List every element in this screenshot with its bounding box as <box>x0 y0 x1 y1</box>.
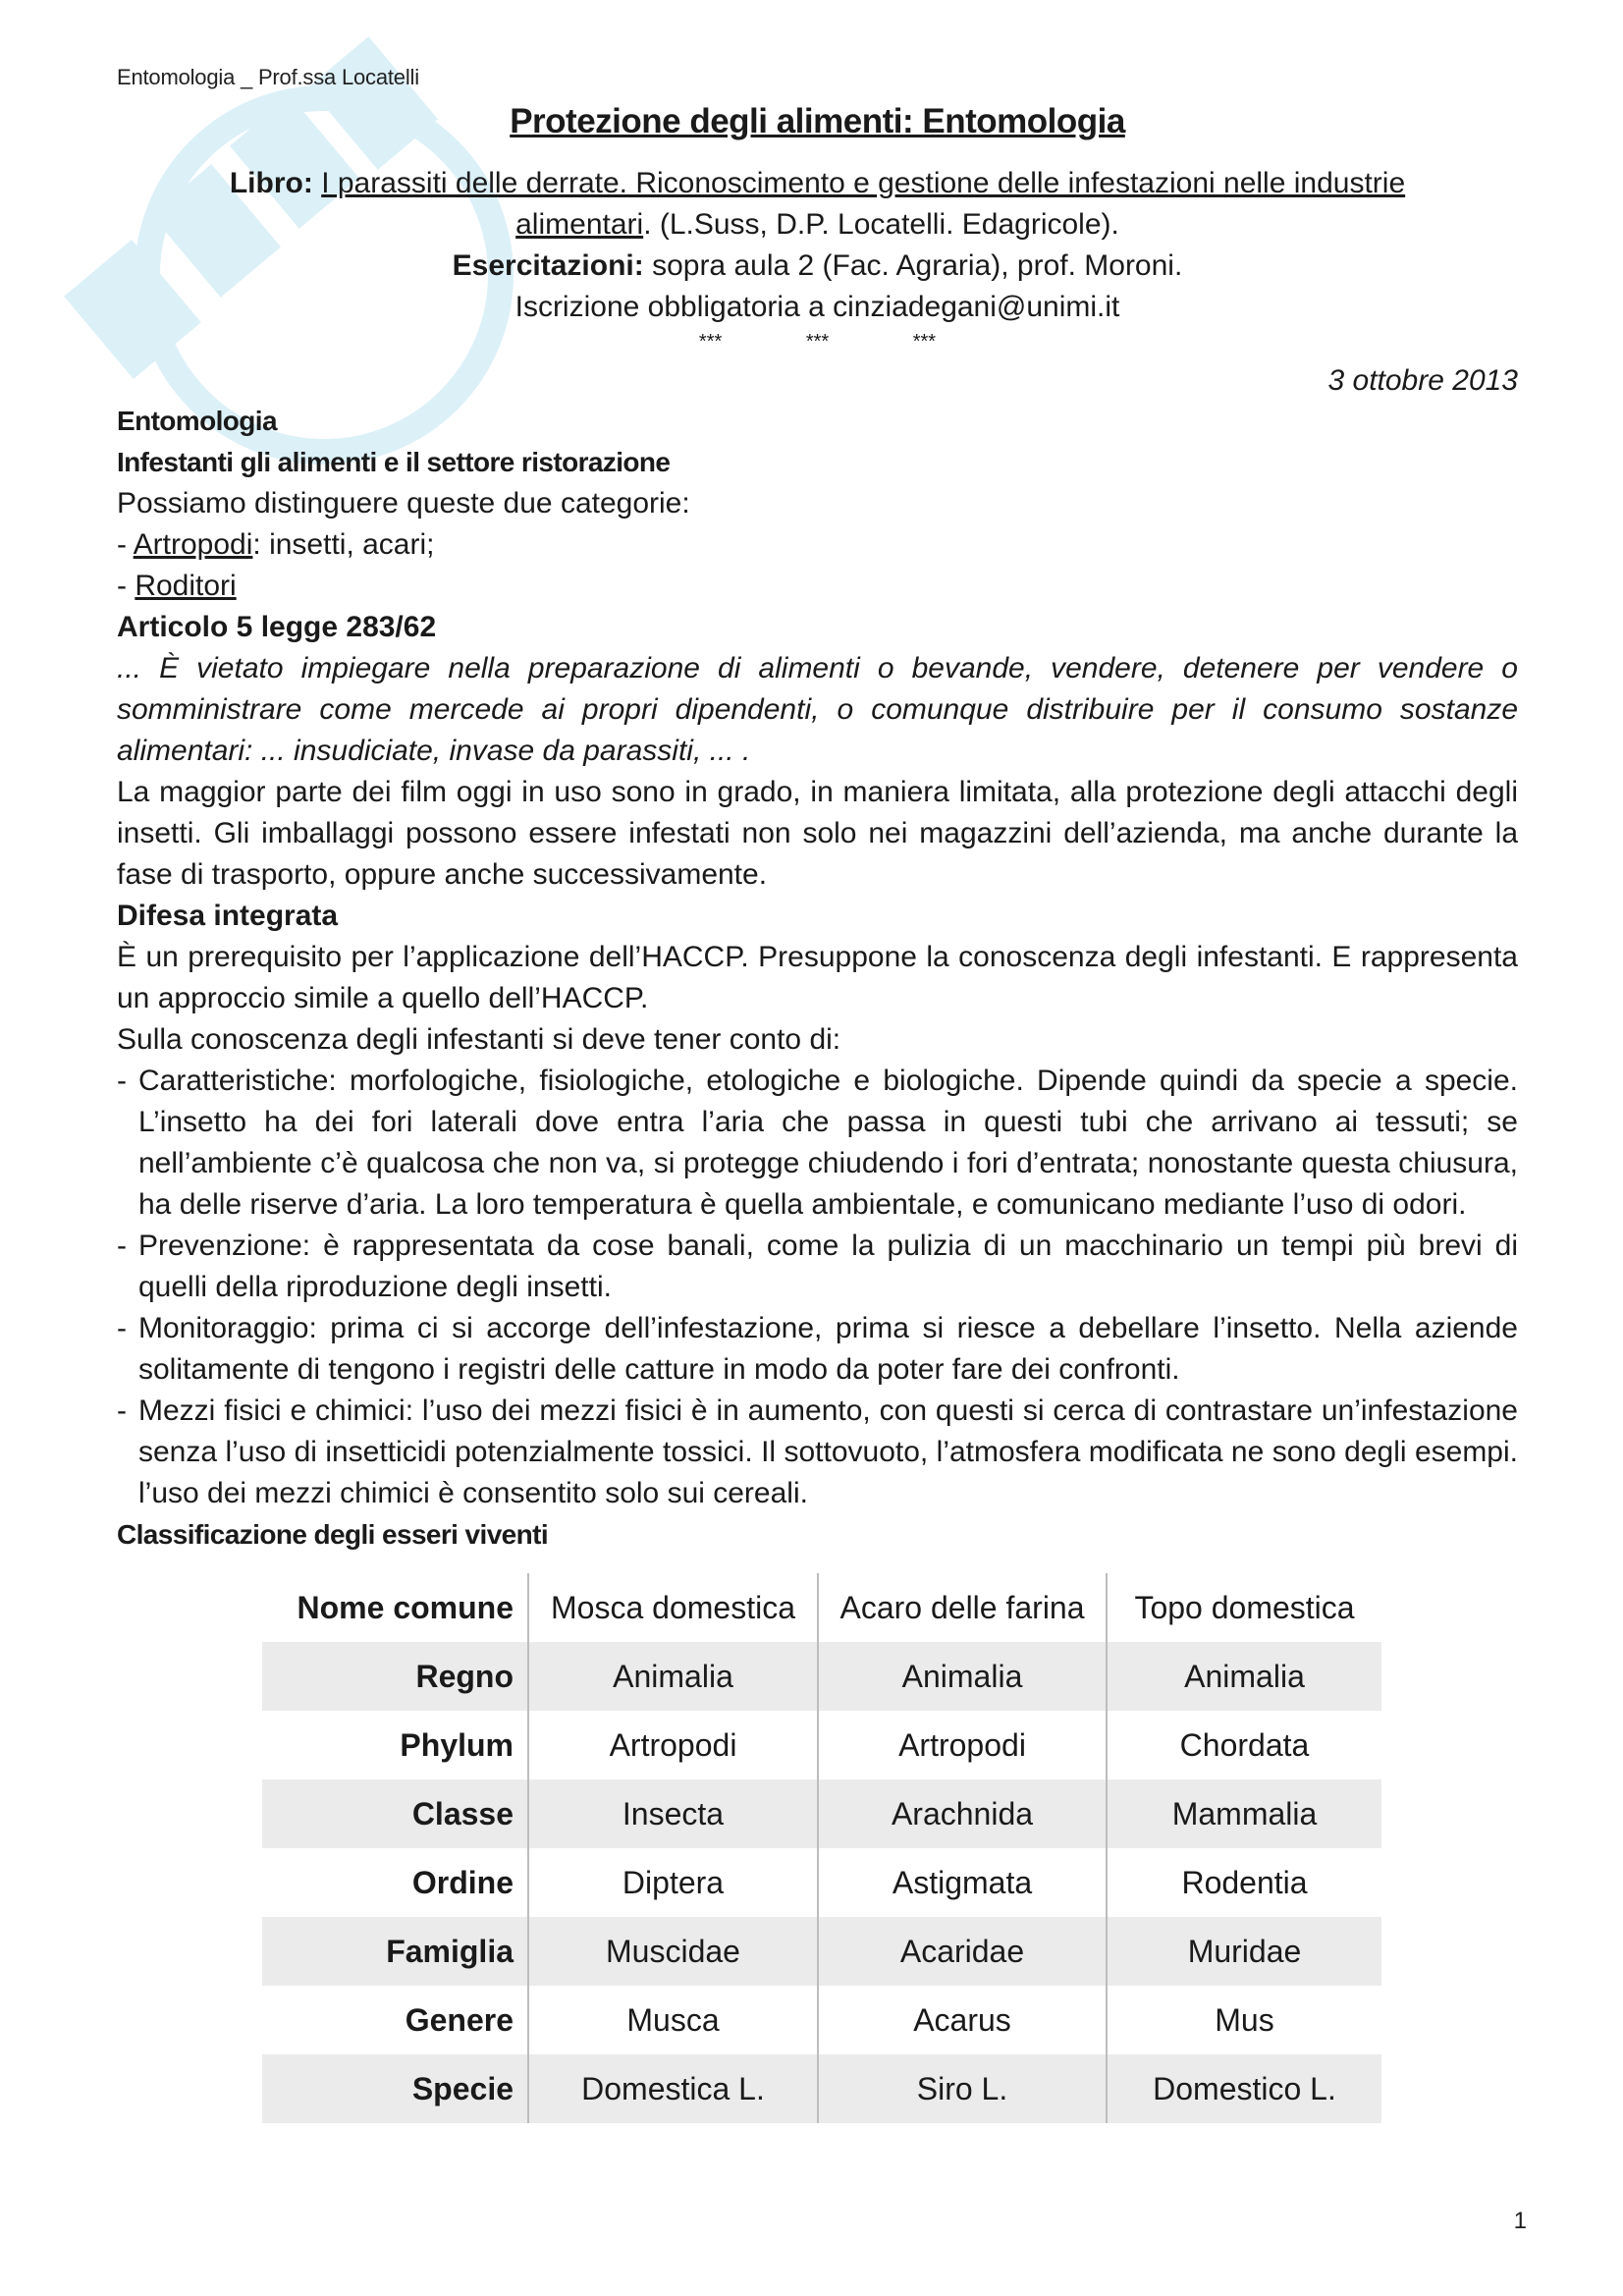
table-cell: Siro L. <box>818 2054 1107 2123</box>
table-cell: Mammalia <box>1107 1779 1381 1848</box>
table-row <box>262 1986 1381 2054</box>
section-heading-classificazione: Classificazione degli esseri viventi <box>117 1519 549 1550</box>
book-label: Libro: <box>229 167 313 199</box>
exercises-label: Esercitazioni: <box>452 249 644 282</box>
list-item: - Prevenzione: è rappresentata da cose banali, come la pulizia di un macchinario un tempi più brevi di quelli della riproduzione degli insetti. <box>117 1226 1518 1308</box>
list-item: - Caratteristiche: morfologiche, fisiologiche, etologiche e biologiche. Dipende quindi da specie a specie. L’insetto ha dei fori laterali dove entra l’aria che passa in questi tubi che arrivano ai tessuti; se nell’ambiente c’è qualcosa che non va, si protegge chiudendo i fori d’entrata; nonostante questa chiusura, ha delle riserve d’aria. La loro temperatura è quella ambientale, e comunicano mediante l’uso di odori. <box>117 1061 1518 1226</box>
document-title: Protezione degli alimenti: Entomologia <box>510 102 1125 140</box>
table-header-row <box>262 1573 1381 1642</box>
table-cell: Chordata <box>1107 1711 1381 1779</box>
table-cell: Acaridae <box>818 1917 1107 1986</box>
table-row <box>262 1779 1381 1848</box>
book-title-part1: I parassiti delle derrate. Riconoscimento e gestione delle infestazioni nelle industrie <box>321 167 1406 199</box>
table-cell: Mus <box>1107 1986 1381 2054</box>
category-roditori: - Roditori <box>117 570 237 602</box>
table-row-label: Specie <box>411 2070 514 2106</box>
category-roditori-label: Roditori <box>135 570 237 602</box>
table-cell: Musca <box>528 1986 818 2054</box>
difesa-text: È un prerequisito per l’applicazione dell’HACCP. Presuppone la conoscenza degli infestanti. E rappresenta un approccio simile a quello dell’HACCP. <box>117 941 1518 1014</box>
table-row-label: Genere <box>405 2001 514 2038</box>
table-row <box>262 2054 1381 2123</box>
exercises-line <box>117 246 1518 287</box>
registration-line: Iscrizione obbligatoria a cinziadegani@unimi.it <box>514 291 1120 323</box>
table-cell: Diptera <box>528 1848 818 1917</box>
table-header-cell: Acaro delle farina <box>818 1573 1107 1642</box>
table-row <box>262 1711 1381 1779</box>
table-cell: Artropodi <box>528 1711 818 1779</box>
film-text: La maggior parte dei film oggi in uso sono in grado, in maniera limitata, alla protezione degli attacchi degli insetti. Gli imballaggi possono essere infestati non solo nei magazzini dell’azienda, ma anche durante la fase di trasporto, oppure anche successivamente. <box>117 776 1518 891</box>
list-item: - Monitoraggio: prima ci si accorge dell’infestazione, prima si riesce a debellare l’insetto. Nella aziende solitamente di tengono i registri delle catture in modo da poter fare dei confronti. <box>117 1308 1518 1391</box>
category-artropodi: - Artropodi: insetti, acari; <box>117 528 435 561</box>
table-row-label: Regno <box>415 1658 514 1694</box>
document-page <box>117 65 1518 2123</box>
table-cell: Artropodi <box>818 1711 1107 1779</box>
intro-text: Possiamo distinguere queste due categorie: <box>117 487 690 519</box>
table-header-cell: Topo domestica <box>1107 1573 1381 1642</box>
table-row <box>262 1848 1381 1917</box>
table-cell: Domestica L. <box>528 2054 818 2123</box>
exercises-text: sopra aula 2 (Fac. Agraria), prof. Moroni. <box>643 249 1183 282</box>
table-row <box>262 1917 1381 1986</box>
table-header-cell: Mosca domestica <box>528 1573 818 1642</box>
knowledge-list <box>117 1061 1518 1514</box>
section-heading-articolo: Articolo 5 legge 283/62 <box>117 611 437 643</box>
table-cell: Animalia <box>818 1642 1107 1711</box>
lecture-date: 3 ottobre 2013 <box>1327 364 1518 397</box>
table-row-label: Phylum <box>400 1726 514 1763</box>
book-title-part2: alimentari <box>515 208 644 241</box>
table-row-label: Ordine <box>411 1864 514 1900</box>
category-artropodi-label: Artropodi <box>133 528 253 561</box>
table-cell: Acarus <box>818 1986 1107 2054</box>
section-heading-infestanti: Infestanti gli alimenti e il settore ristorazione <box>117 447 671 477</box>
table-cell: Animalia <box>528 1642 818 1711</box>
table-row-label: Classe <box>411 1795 514 1831</box>
separator: *** *** *** <box>698 331 937 353</box>
table-cell: Astigmata <box>818 1848 1107 1917</box>
book-reference <box>117 163 1518 246</box>
conoscenza-text: Sulla conoscenza degli infestanti si deve tener conto di: <box>117 1023 841 1056</box>
table-cell: Domestico L. <box>1107 2054 1381 2123</box>
book-details: . (L.Suss, D.P. Locatelli. Edagricole). <box>643 208 1119 241</box>
table-cell: Insecta <box>528 1779 818 1848</box>
classification-table <box>262 1573 1381 2123</box>
table-cell: Rodentia <box>1107 1848 1381 1917</box>
table-cell: Muridae <box>1107 1917 1381 1986</box>
table-row <box>262 1642 1381 1711</box>
table-cell: Arachnida <box>818 1779 1107 1848</box>
section-heading-difesa: Difesa integrata <box>117 900 339 932</box>
running-header: Entomologia _ Prof.ssa Locatelli <box>117 65 419 89</box>
list-item: - Mezzi fisici e chimici: l’uso dei mezzi fisici è in aumento, con questi si cerca di contrastare un’infestazione senza l’uso di insetticidi potenzialmente tossici. Il sottovuoto, l’atmosfera modificata ne sono degli esempi. l’uso dei mezzi chimici è consentito solo sui cereali. <box>117 1391 1518 1514</box>
table-row-label: Famiglia <box>386 1933 514 1969</box>
table-header-cell: Nome comune <box>297 1589 514 1625</box>
section-heading-entomologia: Entomologia <box>117 406 277 436</box>
page-number: 1 <box>1513 2208 1527 2234</box>
articolo-text: ... È vietato impiegare nella preparazione di alimenti o bevande, vendere, detenere per vendere o somministrare come mercede ai propri dipendenti, o comunque distribuire per il consumo sostanze alimentari: ... insudiciate, invase da parassiti, ... . <box>117 652 1518 767</box>
table-cell: Muscidae <box>528 1917 818 1986</box>
table-cell: Animalia <box>1107 1642 1381 1711</box>
category-artropodi-rest: : insetti, acari; <box>252 528 435 561</box>
